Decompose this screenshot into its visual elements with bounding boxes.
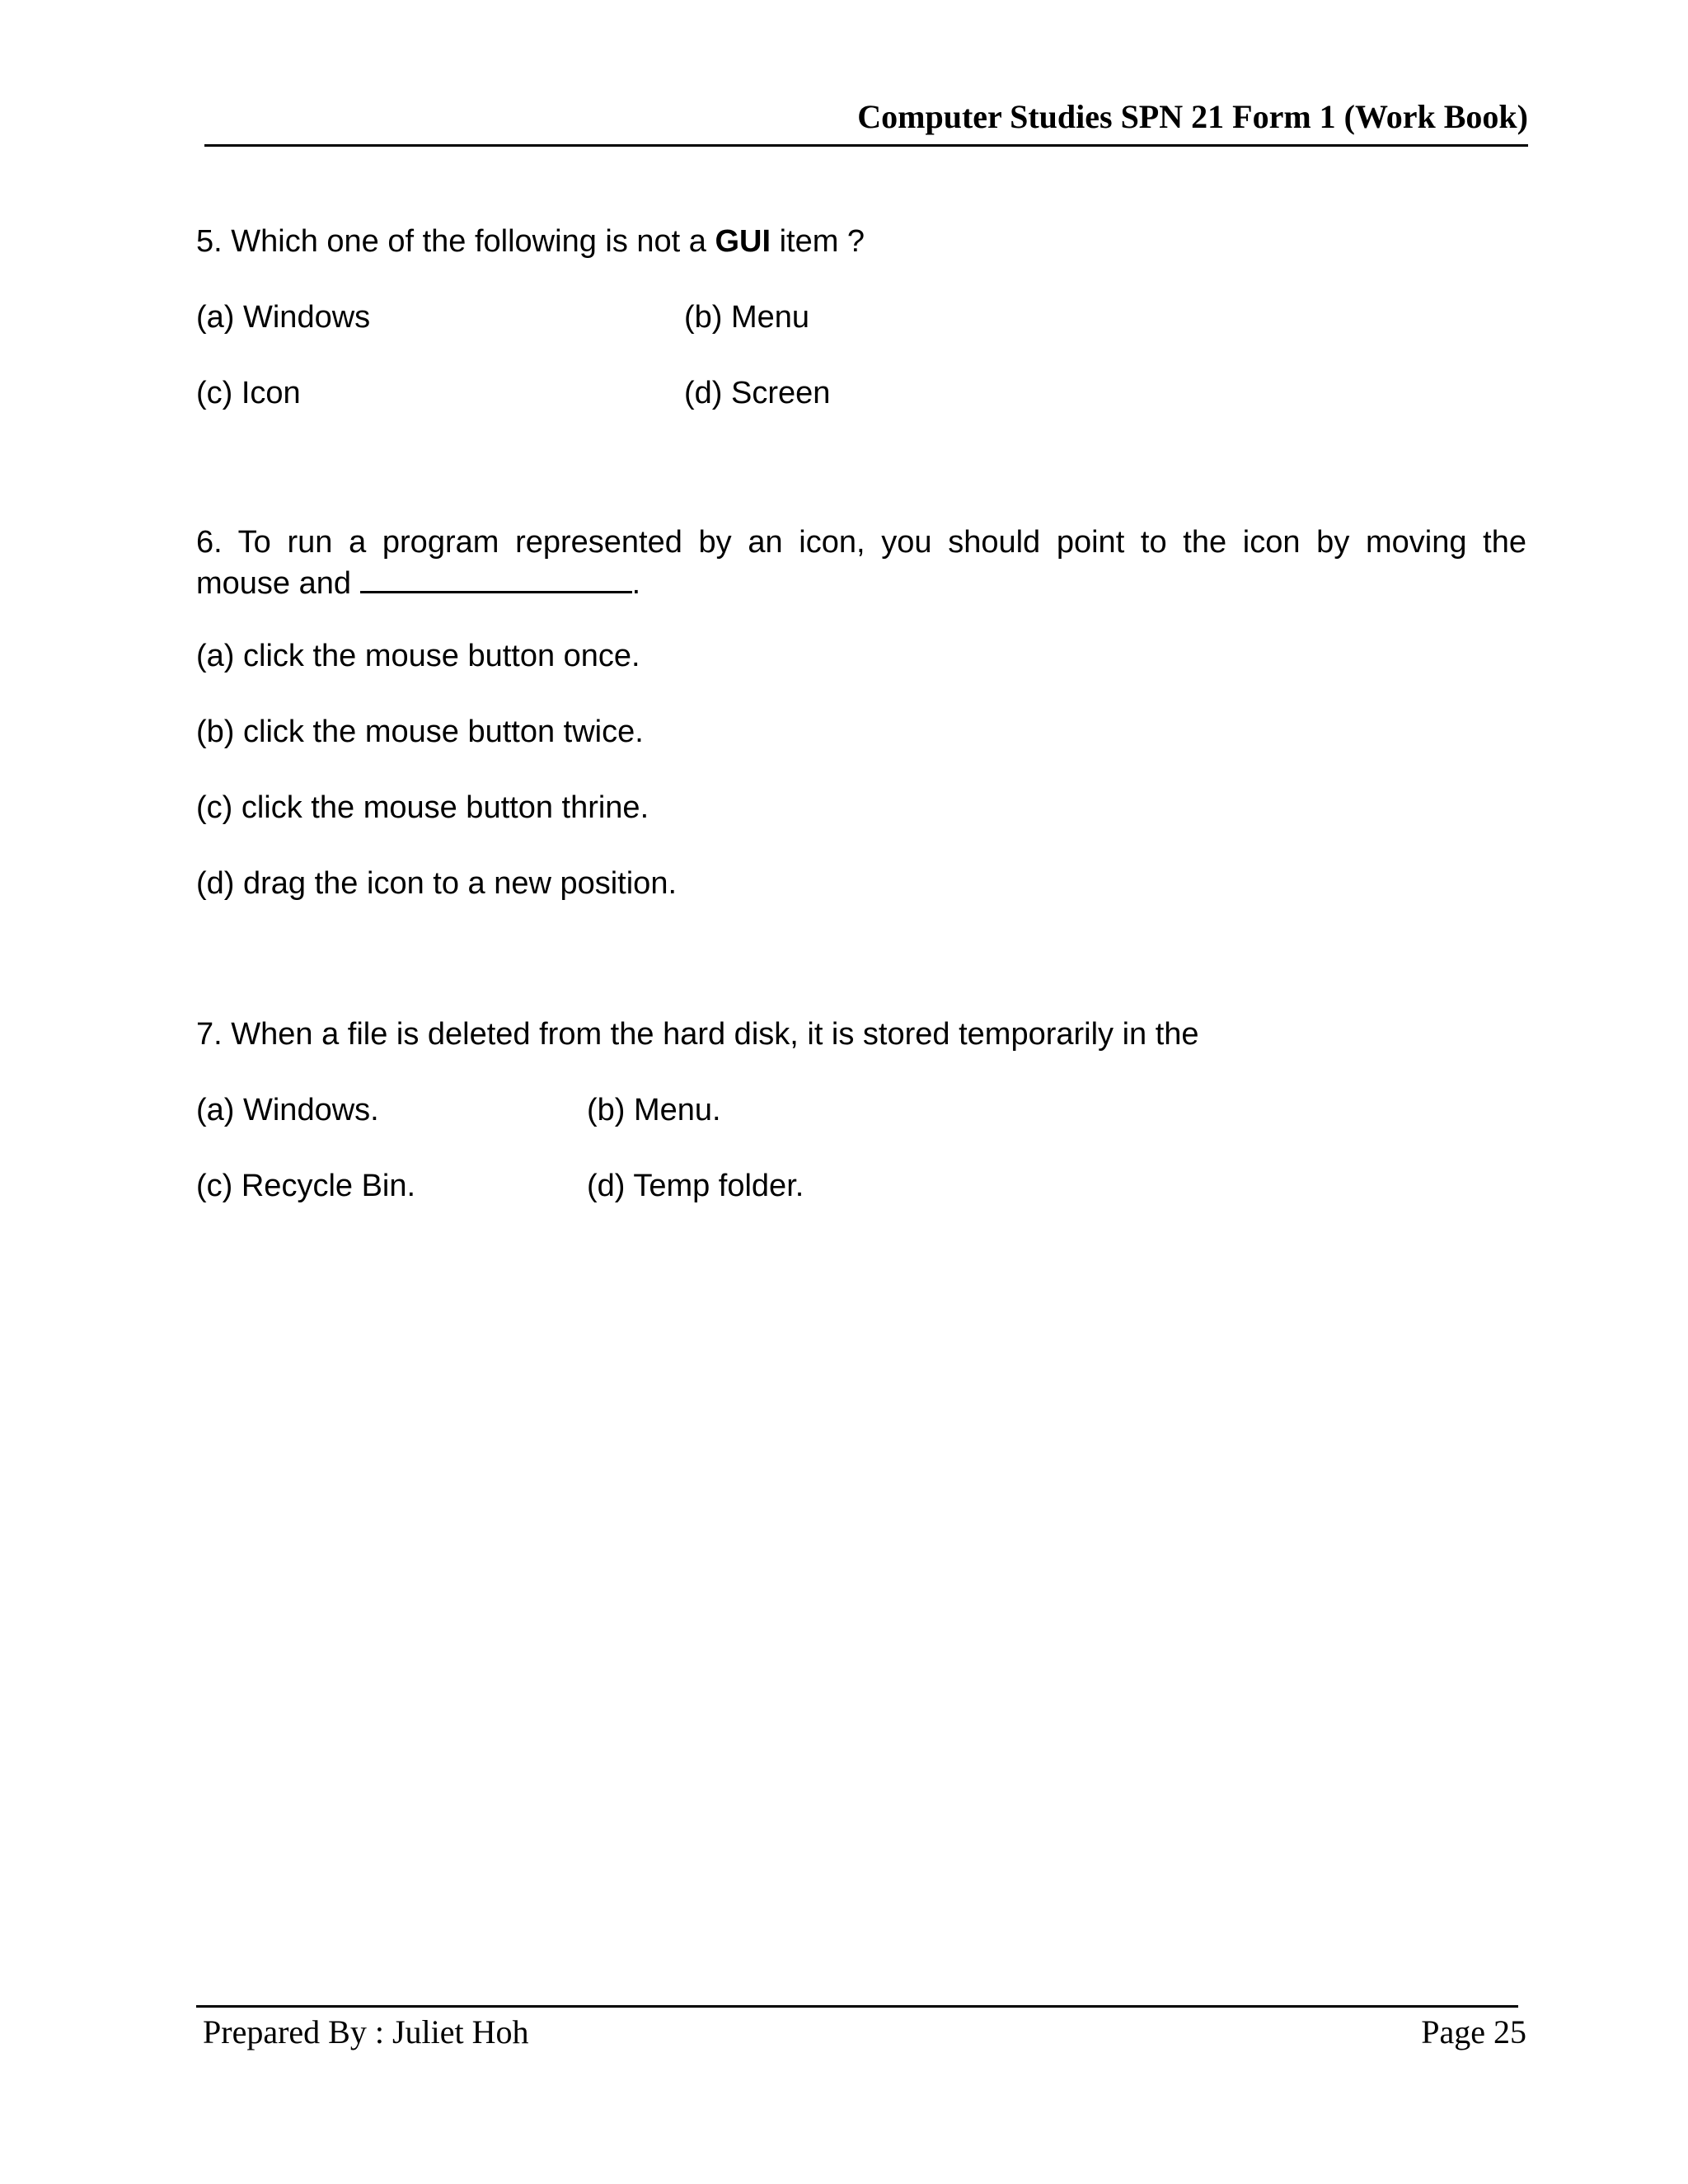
question-6-option-d: (d) drag the icon to a new position. [196, 866, 678, 901]
question-5 [196, 223, 865, 260]
question-6-option-c: (c) click the mouse button thrine. [196, 790, 649, 825]
question-5-option-b: (b) Menu [684, 300, 810, 335]
question-7-option-d: (d) Temp folder. [587, 1169, 804, 1203]
question-6 [196, 523, 1526, 602]
question-7-option-c: (c) Recycle Bin. [196, 1169, 416, 1203]
question-5-option-a: (a) Windows [196, 300, 371, 335]
question-6-line-2: mouse and [196, 566, 360, 601]
question-6-line-2-end: . [631, 566, 641, 601]
question-7: 7. When a file is deleted from the hard disk, it is stored temporarily in the [196, 1017, 1199, 1052]
question-5-option-c: (c) Icon [196, 376, 301, 410]
footer-rule [196, 2005, 1518, 2008]
question-6-line-1: 6. To run a program represented by an icon, you should point to the icon by moving the [196, 525, 1526, 560]
answer-blank [360, 561, 632, 593]
question-7-option-a: (a) Windows. [196, 1093, 379, 1127]
question-6-option-a: (a) click the mouse button once. [196, 639, 640, 673]
page-header-title: Computer Studies SPN 21 Form 1 (Work Book) [857, 98, 1528, 135]
question-5-text: 5. Which one of the following is not a [196, 224, 715, 259]
question-7-option-b: (b) Menu. [587, 1093, 721, 1127]
question-6-option-b: (b) click the mouse button twice. [196, 715, 644, 749]
question-5-option-d: (d) Screen [684, 376, 831, 410]
question-5-suffix: item ? [771, 224, 865, 259]
question-5-keyword: GUI [715, 224, 771, 259]
footer-prepared-by: Prepared By : Juliet Hoh [203, 2013, 529, 2050]
header-rule [204, 144, 1528, 147]
footer-page-number: Page 25 [1421, 2013, 1526, 2050]
